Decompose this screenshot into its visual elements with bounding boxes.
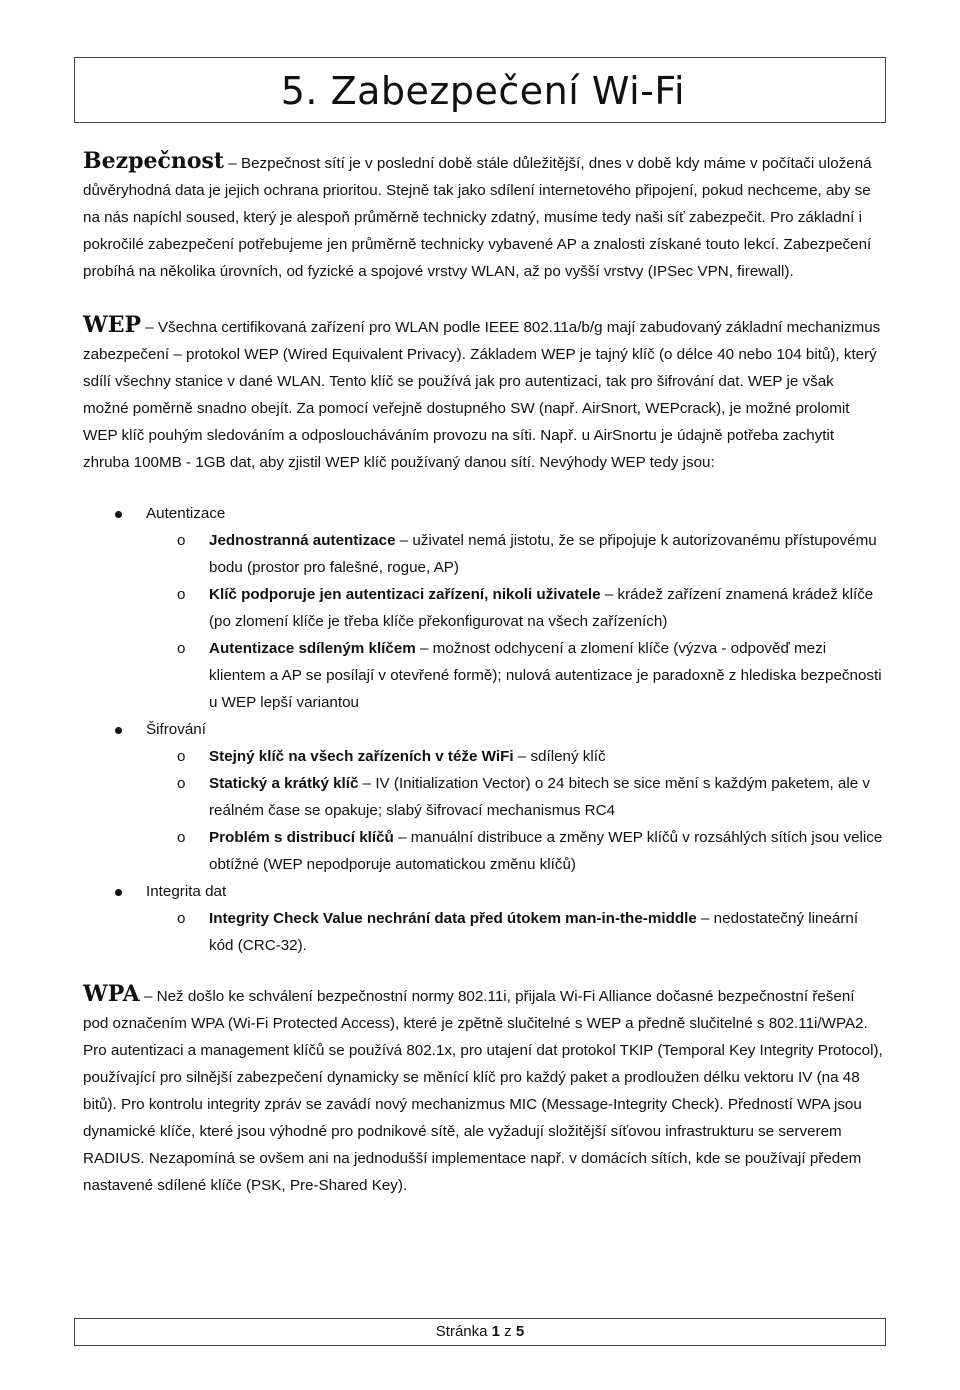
list-item bbox=[83, 878, 883, 959]
sub-list bbox=[146, 905, 883, 959]
list-item bbox=[146, 905, 883, 959]
wep-text: – Všechna certifikovaná zařízení pro WLAN podle IEEE 802.11a/b/g mají zabudovaný základní mechanizmus zabezpečení – protokol WEP (Wired Equivalent Privacy). Základem WEP je tajný klíč (o délce 40 nebo 104 bitů), který sdílí všechny stanice v dané WLAN. Tento klíč se používá jak pro autentizaci, tak pro šifrování dat. WEP je však možné poměrně snadno obejít. Za pomocí veřejně dostupného SW (např. AirSnort, WEPcrack), je možné prolomit WEP klíč pouhým sledováním a odposloucháváním provozu na síti. Např. u AirSnortu je údajně potřeba zachytit zhruba 100MB - 1GB dat, aby zjistil WEP klíč používaný danou sítí. Nevýhody WEP tedy jsou: bbox=[83, 319, 881, 471]
security-paragraph bbox=[83, 148, 883, 285]
page-title: 5. Zabezpečení Wi-Fi bbox=[280, 69, 685, 113]
footer-separator: z bbox=[500, 1323, 516, 1340]
item-bold: Autentizace sdíleným klíčem bbox=[209, 640, 416, 657]
item-text: – IV (Initialization Vector) o 24 bitech se sice mění s každým paketem, ale v reálném čase se opakuje; slabý šifrovací mechanismus RC4 bbox=[209, 775, 870, 819]
list-item bbox=[146, 770, 883, 824]
sub-list bbox=[146, 743, 883, 878]
item-text: – uživatel nemá jistotu, že se připojuje k autorizovanému přístupovému bodu (prostor pro falešné, rogue, AP) bbox=[209, 532, 877, 576]
footer-prefix: Stránka bbox=[435, 1323, 492, 1340]
item-text: – sdílený klíč bbox=[513, 748, 606, 765]
list-item bbox=[146, 527, 883, 581]
page-footer bbox=[74, 1318, 886, 1346]
list-item bbox=[146, 635, 883, 716]
security-text: – Bezpečnost sítí je v poslední době stále důležitější, dnes v době kdy máme v počítači uložená důvěryhodná data je jejich ochrana prioritou. Stejně tak jako sdílení internetového připojení, pokud nechceme, aby se na nás napíchl soused, který je alespoň průměrně technicky zdatný, musíme tedy naši síť zabezpečit. Pro základní i pokročilé zabezpečení potřebujeme jen průměrně technicky vybavené AP a znalosti získané touto lekcí. Zabezpečení probíhá na několika úrovních, od fyzické a spojové vrstvy WLAN, až po vyšší vrstvy (IPSec VPN, firewall). bbox=[83, 155, 872, 280]
weaknesses-list bbox=[83, 500, 883, 959]
list-item bbox=[146, 824, 883, 878]
item-bold: Problém s distribucí klíčů bbox=[209, 829, 394, 846]
circle-bullet-icon: o bbox=[177, 829, 186, 846]
item-text: – manuální distribuce a změny WEP klíčů v rozsáhlých sítích jsou velice obtížné (WEP nepodporuje automatickou změnu klíčů) bbox=[209, 829, 883, 873]
item-text: – nedostatečný lineární kód (CRC-32). bbox=[209, 910, 859, 954]
sub-list bbox=[146, 527, 883, 716]
weakness-category: Autentizace bbox=[146, 505, 226, 522]
item-bold: Statický a krátký klíč bbox=[209, 775, 359, 792]
bullet-icon bbox=[115, 889, 122, 896]
circle-bullet-icon: o bbox=[177, 586, 186, 603]
circle-bullet-icon: o bbox=[177, 910, 186, 927]
circle-bullet-icon: o bbox=[177, 532, 186, 549]
document-body bbox=[83, 148, 883, 1199]
bullet-icon bbox=[115, 511, 122, 518]
weakness-category: Šifrování bbox=[146, 721, 206, 738]
security-heading: Bezpečnost bbox=[83, 148, 225, 174]
weakness-category: Integrita dat bbox=[146, 883, 227, 900]
item-text: – možnost odchycení a zlomení klíče (výzva - odpověď mezi klientem a AP se posílají v otevřené formě); nulová autentizace je paradoxně z hlediska bezpečnosti u WEP lepší variantou bbox=[209, 640, 882, 711]
item-bold: Stejný klíč na všech zařízeních v téže WiFi bbox=[209, 748, 514, 765]
item-bold: Klíč podporuje jen autentizaci zařízení, nikoli uživatele bbox=[209, 586, 601, 603]
circle-bullet-icon: o bbox=[177, 748, 186, 765]
current-page: 1 bbox=[491, 1323, 501, 1340]
list-item bbox=[146, 743, 883, 770]
wep-paragraph bbox=[83, 312, 883, 476]
item-text: – krádež zařízení znamená krádež klíče (po zlomení klíče je třeba klíče překonfigurovat na všech zařízeních) bbox=[209, 586, 874, 630]
total-pages: 5 bbox=[515, 1323, 525, 1340]
item-bold: Integrity Check Value nechrání data před útokem man-in-the-middle bbox=[209, 910, 697, 927]
circle-bullet-icon: o bbox=[177, 640, 186, 657]
wpa-text: – Než došlo ke schválení bezpečnostní normy 802.11i, přijala Wi-Fi Alliance dočasné bezpečnostní řešení pod označením WPA (Wi-Fi Protected Access), které je zpětně slučitelné s WEP a předně slučitelné s 802.11i/WPA2. Pro autentizaci a management klíčů se používá 802.1x, pro utajení dat protokol TKIP (Temporal Key Integrity Protocol), používající pro silnější zabezpečení dynamicky se měnící klíč pro každý paket a prodloužen délku vektoru IV (na 48 bitů). Pro kontrolu integrity zpráv se zavádí nový mechanizmus MIC (Message-Integrity Check). Předností WPA jsou dynamické klíče, které jsou výhodné pro podnikové sítě, ale vyžadují složitější síťovou infrastrukturu se serverem RADIUS. Nezapomíná se ovšem ani na jednodušší implementace např. v domácích sítích, kde se používají předem nastavené sdílené klíče (PSK, Pre-Shared Key). bbox=[83, 988, 883, 1194]
list-item bbox=[83, 716, 883, 878]
item-bold: Jednostranná autentizace bbox=[209, 532, 396, 549]
circle-bullet-icon: o bbox=[177, 775, 186, 792]
wpa-paragraph bbox=[83, 981, 883, 1199]
bullet-icon bbox=[115, 727, 122, 734]
title-box bbox=[74, 57, 886, 123]
wpa-heading: WPA bbox=[83, 981, 140, 1007]
list-item bbox=[146, 581, 883, 635]
wep-heading: WEP bbox=[83, 312, 142, 338]
list-item bbox=[83, 500, 883, 716]
